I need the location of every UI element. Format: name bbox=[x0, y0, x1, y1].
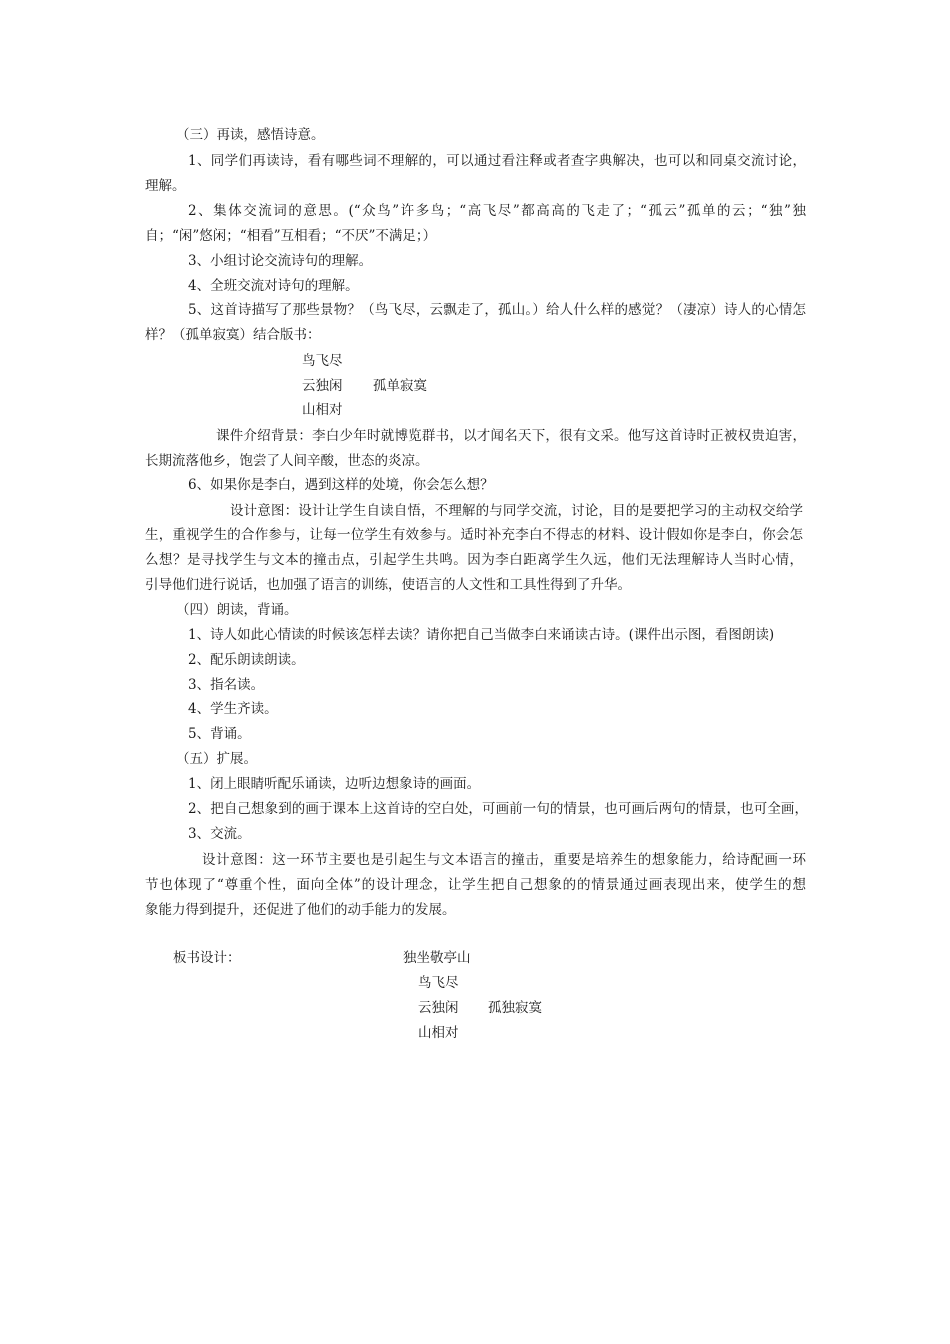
board-design-feeling: 孤独寂寞 bbox=[488, 1000, 542, 1016]
design-intent-1-line-2: 生，重视学生的合作参与，让每一位学生有效参与。适时补充李白不得志的材料、设计假如你是李白，你会怎 bbox=[145, 527, 803, 543]
section-3-item-5-line-1: 5、这首诗描写了那些景物？（鸟飞尽，云飘走了，孤山。）给人什么样的感觉？（凄凉）诗人的心情怎 bbox=[188, 302, 806, 318]
section-3-item-1-line-2: 理解。 bbox=[145, 178, 186, 194]
section-5-heading: （五）扩展。 bbox=[176, 751, 257, 767]
design-intent-2-line-1: 设计意图：这一环节主要也是引起生与文本语言的撞击，重要是培养生的想象能力，给诗配画一环 bbox=[202, 852, 806, 868]
design-intent-2-line-3: 象能力得到提升，还促进了他们的动手能力的发展。 bbox=[145, 902, 456, 918]
section-4-item-5: 5、背诵。 bbox=[188, 726, 251, 742]
board-design-line-3: 山相对 bbox=[418, 1025, 459, 1041]
board-note-line-2: 云独闲 bbox=[302, 378, 343, 394]
section-3-heading: （三）再读，感悟诗意。 bbox=[176, 127, 325, 143]
section-3-item-4: 4、全班交流对诗句的理解。 bbox=[188, 278, 359, 294]
design-intent-2-line-2: 节也体现了“尊重个性，面向全体”的设计理念，让学生把自己想象的的情景通过画表现出来，使学生的想 bbox=[145, 877, 806, 893]
section-3-item-5-line-2: 样？（孤单寂寞）结合版书： bbox=[145, 327, 321, 343]
section-4-item-3: 3、指名读。 bbox=[188, 677, 265, 693]
section-3-item-1-line-1: 1、同学们再读诗，看有哪些词不理解的，可以通过看注释或者查字典解决，也可以和同桌交流讨论， bbox=[188, 153, 806, 169]
board-note-line-1: 鸟飞尽 bbox=[302, 353, 343, 369]
section-3-item-2-line-1: 2、集体交流词的意思。(“众鸟”许多鸟；“高飞尽”都高高的飞走了；“孤云”孤单的云；“独”独 bbox=[188, 203, 806, 219]
board-design-label: 板书设计： bbox=[173, 950, 241, 966]
section-3-item-6: 6、如果你是李白，遇到这样的处境，你会怎么想？ bbox=[188, 477, 494, 493]
section-3-item-2-line-2: 自；“闲”悠闲；“相看”互相看；“不厌”不满足；） bbox=[145, 228, 437, 244]
design-intent-1-line-3: 么想？是寻找学生与文本的撞击点，引起学生共鸣。因为李白距离学生久远，他们无法理解诗人当时心情， bbox=[145, 552, 803, 568]
board-design-line-1: 鸟飞尽 bbox=[418, 975, 459, 991]
section-4-item-1: 1、诗人如此心情读的时候该怎样去读？请你把自己当做李白来诵读古诗。(课件出示图，看图朗读) bbox=[188, 627, 775, 643]
section-5-item-1: 1、闭上眼睛听配乐诵读，边听边想象诗的画面。 bbox=[188, 776, 481, 792]
design-intent-1-line-1: 设计意图：设计让学生自读自悟，不理解的与同学交流，讨论，目的是要把学习的主动权交给学 bbox=[230, 503, 803, 519]
section-5-item-3: 3、交流。 bbox=[188, 826, 251, 842]
background-intro-line-1: 课件介绍背景：李白少年时就博览群书，以才闻名天下，很有文采。他写这首诗时正被权贵迫害， bbox=[216, 428, 806, 444]
design-intent-1-line-4: 引导他们进行说话，也加强了语言的训练，使语言的人文性和工具性得到了升华。 bbox=[145, 577, 631, 593]
board-note-feeling: 孤单寂寞 bbox=[373, 378, 427, 394]
board-design-line-2: 云独闲 bbox=[418, 1000, 459, 1016]
section-4-item-2: 2、配乐朗读朗读。 bbox=[188, 652, 305, 668]
board-note-line-3: 山相对 bbox=[302, 402, 343, 418]
section-4-item-4: 4、学生齐读。 bbox=[188, 701, 278, 717]
board-design-title: 独坐敬亭山 bbox=[403, 950, 471, 966]
section-5-item-2: 2、把自己想象到的画于课本上这首诗的空白处，可画前一句的情景，也可画后两句的情景，也可全画， bbox=[188, 801, 808, 817]
section-3-item-3: 3、小组讨论交流诗句的理解。 bbox=[188, 253, 373, 269]
section-4-heading: （四）朗读，背诵。 bbox=[176, 602, 298, 618]
background-intro-line-2: 长期流落他乡，饱尝了人间辛酸，世态的炎凉。 bbox=[145, 453, 429, 469]
